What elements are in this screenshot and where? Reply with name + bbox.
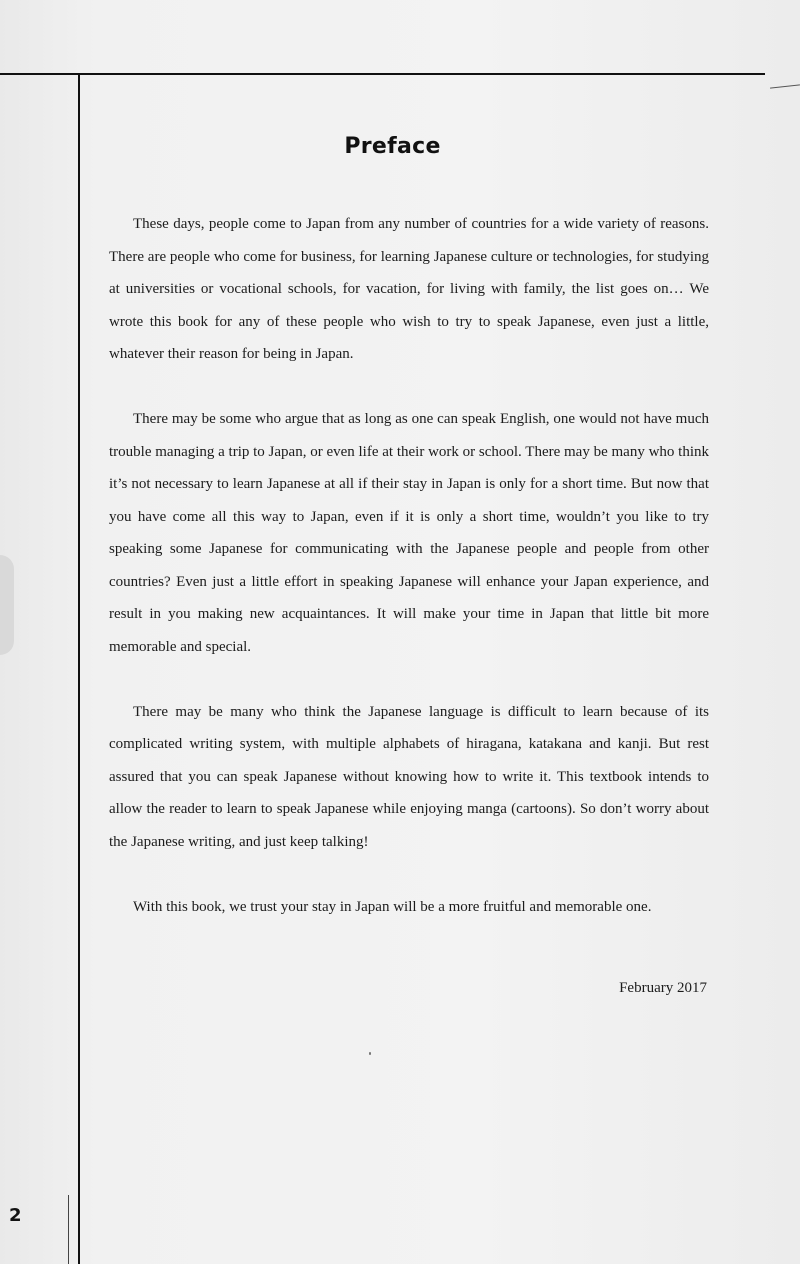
- left-margin-line: [68, 1195, 69, 1264]
- paper-speck: [369, 1052, 371, 1055]
- preface-body: [109, 208, 709, 956]
- paragraph-3: There may be many who think the Japanese language is difficult to learn because of its complicated writing system, with multiple alphabets of hiragana, katakana and kanji. But rest assured that you can speak Japanese without knowing how to write it. This textbook intends to allow the reader to learn to speak Japanese while enjoying manga (cartoons). So don’t worry about the Japanese writing, and just keep talking!: [109, 703, 709, 850]
- page-edge-shadow: [0, 555, 14, 655]
- page-title: Preface: [344, 134, 441, 159]
- top-border-line: [0, 73, 765, 75]
- page-number: 2: [9, 1205, 22, 1226]
- top-border-line-tail: [770, 84, 800, 88]
- left-border-line: [78, 74, 80, 1264]
- preface-date: February 2017: [619, 980, 707, 996]
- paragraph-1: These days, people come to Japan from any number of countries for a wide variety of reasons. There are people who come for business, for learning Japanese culture or technologies, for studying at universities or vocational schools, for vacation, for living with family, the list goes on… We wrote this book for any of these people who wish to try to speak Japanese, even just a little, whatever their reason for being in Japan.: [109, 216, 709, 362]
- paragraph-4: With this book, we trust your stay in Japan will be a more fruitful and memorable one.: [133, 898, 652, 915]
- paragraph-2: There may be some who argue that as long as one can speak English, one would not have much trouble managing a trip to Japan, or even life at their work or school. There may be many who think it’s not necessary to learn Japanese at all if their stay in Japan is only for a short time. But now that you have come all this way to Japan, even if it is only a short time, wouldn’t you like to try speaking some Japanese for communicating with the Japanese people and people from other countries? Even just a little effort in speaking Japanese will enhance your Japan experience, and result in you making new acquaintances. It will make your time in Japan that little bit more memorable and special.: [109, 411, 709, 655]
